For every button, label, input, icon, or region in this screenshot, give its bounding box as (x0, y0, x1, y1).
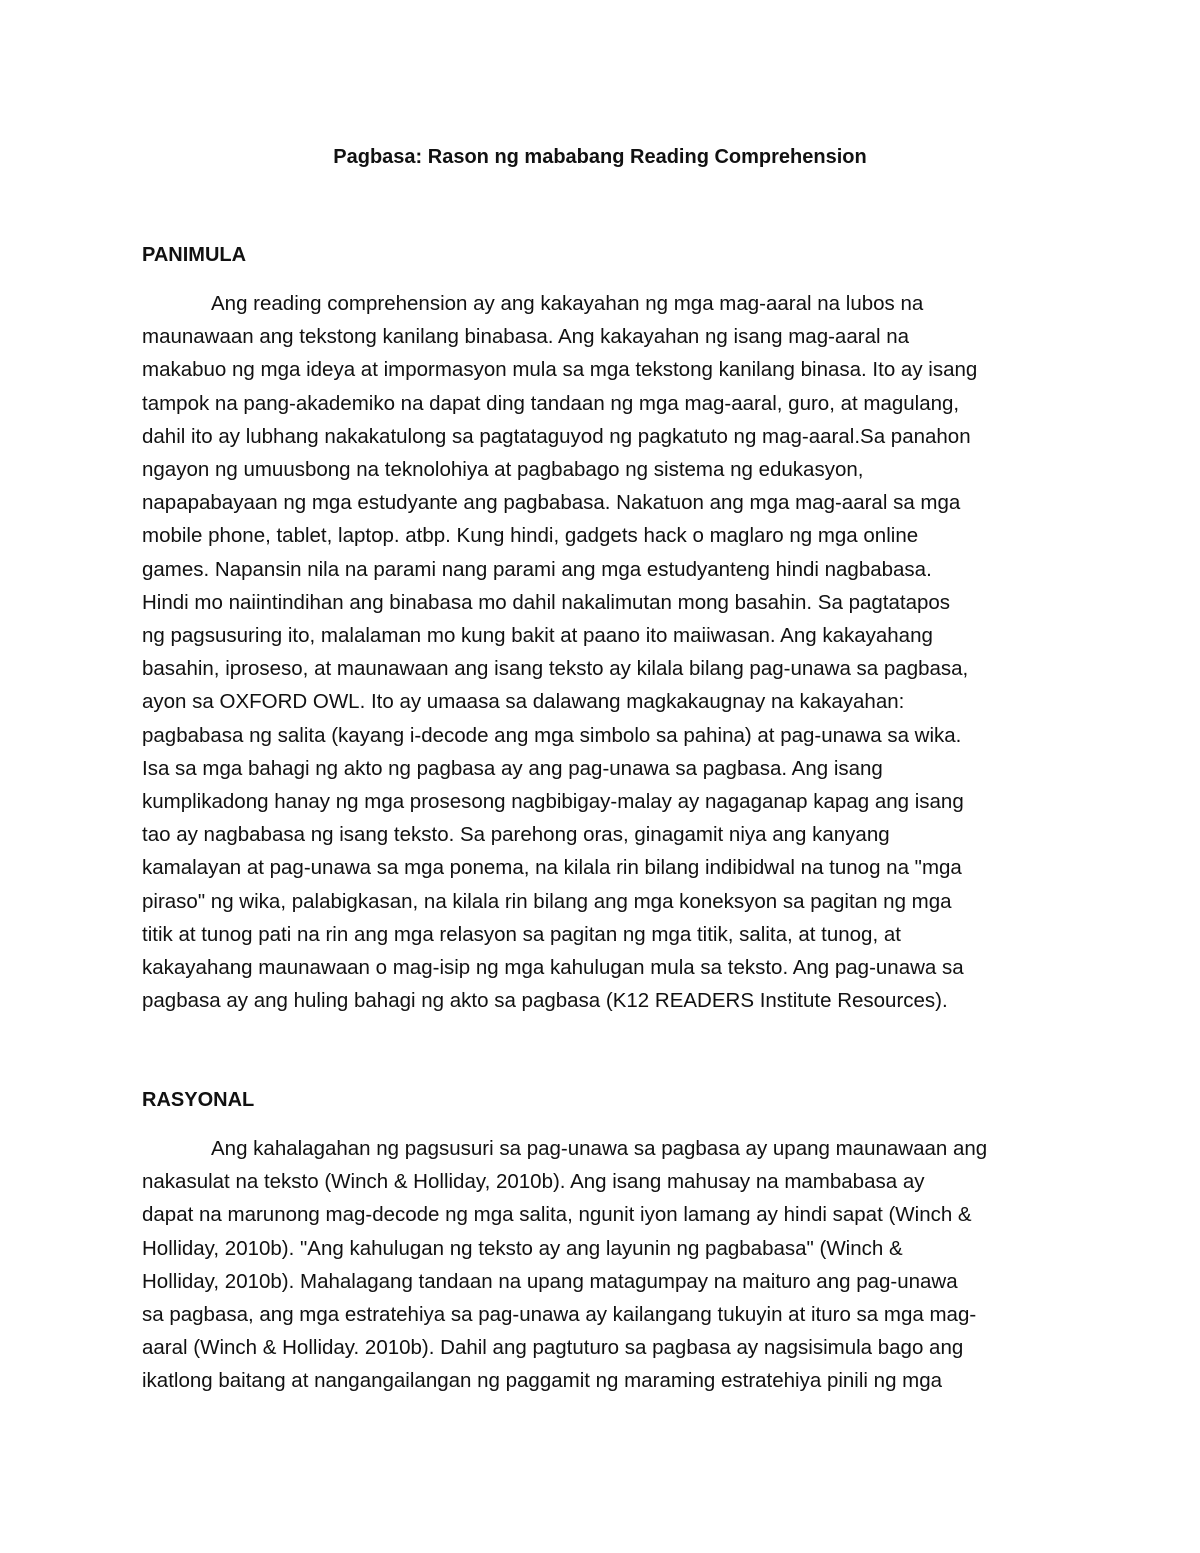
section-body-rasyonal (142, 1132, 1062, 1398)
body-line: games. Napansin nila na parami nang parami ang mga estudyanteng hindi nagbabasa. (142, 557, 932, 581)
body-line: nakasulat na teksto (Winch & Holliday, 2010b). Ang isang mahusay na mambabasa ay (142, 1170, 925, 1194)
body-line: Holliday, 2010b). Mahalagang tandaan na upang matagumpay na maituro ang pag-unawa (142, 1269, 958, 1293)
body-line: pagbabasa ng salita (kayang i-decode ang mga simbolo sa pahina) at pag-unawa sa wika. (142, 723, 962, 747)
body-line: kumplikadong hanay ng mga prosesong nagbibigay-malay ay nagaganap kapag ang isang (142, 790, 964, 814)
body-line: aaral (Winch & Holliday. 2010b). Dahil ang pagtuturo sa pagbasa ay nagsisimula bago ang (142, 1336, 964, 1360)
body-line: makabuo ng mga ideya at impormasyon mula sa mga tekstong kanilang binasa. Ito ay isang (142, 358, 978, 382)
section-heading-panimula: PANIMULA (142, 244, 247, 266)
body-line: kakayahang maunawaan o mag-isip ng mga kahulugan mula sa teksto. Ang pag-unawa sa (142, 956, 964, 980)
body-line: pagbasa ay ang huling bahagi ng akto sa pagbasa (K12 READERS Institute Resources). (142, 989, 948, 1013)
body-line: ikatlong baitang at nangangailangan ng paggamit ng maraming estratehiya pinili ng mga (142, 1369, 943, 1393)
body-line: dahil ito ay lubhang nakakatulong sa pagtataguyod ng pagkatuto ng mag-aaral.Sa panahon (142, 424, 971, 448)
body-line: ng pagsusuring ito, malalaman mo kung bakit at paano ito maiiwasan. Ang kakayahang (142, 624, 933, 648)
body-line: ayon sa OXFORD OWL. Ito ay umaasa sa dalawang magkakaugnay na kakayahan: (142, 690, 905, 714)
body-line: Hindi mo naiintindihan ang binabasa mo dahil nakalimutan mong basahin. Sa pagtatapos (142, 590, 951, 614)
body-line: maunawaan ang tekstong kanilang binabasa. Ang kakayahan ng isang mag-aaral na (142, 325, 910, 349)
document-title: Pagbasa: Rason ng mababang Reading Comprehension (333, 146, 867, 168)
body-line: basahin, iproseso, at maunawaan ang isang teksto ay kilala bilang pag-unawa sa pagbasa, (142, 657, 969, 681)
body-line: titik at tunog pati na rin ang mga relasyon sa pagitan ng mga titik, salita, at tunog, at (142, 922, 901, 946)
body-line: ngayon ng umuusbong na teknolohiya at pagbabago ng sistema ng edukasyon, (142, 458, 864, 482)
body-line: Isa sa mga bahagi ng akto ng pagbasa ay ang pag-unawa sa pagbasa. Ang isang (142, 756, 883, 780)
body-line: piraso" ng wika, palabigkasan, na kilala rin bilang ang mga koneksyon sa pagitan ng mga (142, 889, 952, 913)
body-line: sa pagbasa, ang mga estratehiya sa pag-unawa ay kailangang tukuyin at ituro sa mga mag- (142, 1303, 977, 1327)
body-line: Holliday, 2010b). "Ang kahulugan ng teksto ay ang layunin ng pagbabasa" (Winch & (142, 1236, 903, 1260)
body-line: tao ay nagbabasa ng isang teksto. Sa parehong oras, ginagamit niya ang kanyang (142, 823, 890, 847)
body-line: napapabayaan ng mga estudyante ang pagbabasa. Nakatuon ang mga mag-aaral sa mga (142, 491, 961, 515)
body-line: kamalayan at pag-unawa sa mga ponema, na kilala rin bilang indibidwal na tunog na "mga (142, 856, 962, 880)
body-line: Ang reading comprehension ay ang kakayahan ng mga mag-aaral na lubos na (211, 292, 924, 315)
body-line: tampok na pang-akademiko na dapat ding tandaan ng mga mag-aaral, guro, at magulang, (142, 391, 960, 415)
body-line: mobile phone, tablet, laptop. atbp. Kung hindi, gadgets hack o maglaro ng mga online (142, 524, 919, 548)
body-line: Ang kahalagahan ng pagsusuri sa pag-unawa sa pagbasa ay upang maunawaan ang (211, 1137, 988, 1160)
section-heading-rasyonal: RASYONAL (142, 1089, 255, 1111)
body-line: dapat na marunong mag-decode ng mga salita, ngunit iyon lamang ay hindi sapat (Winch & (142, 1203, 972, 1227)
section-body-panimula (142, 287, 1062, 1017)
